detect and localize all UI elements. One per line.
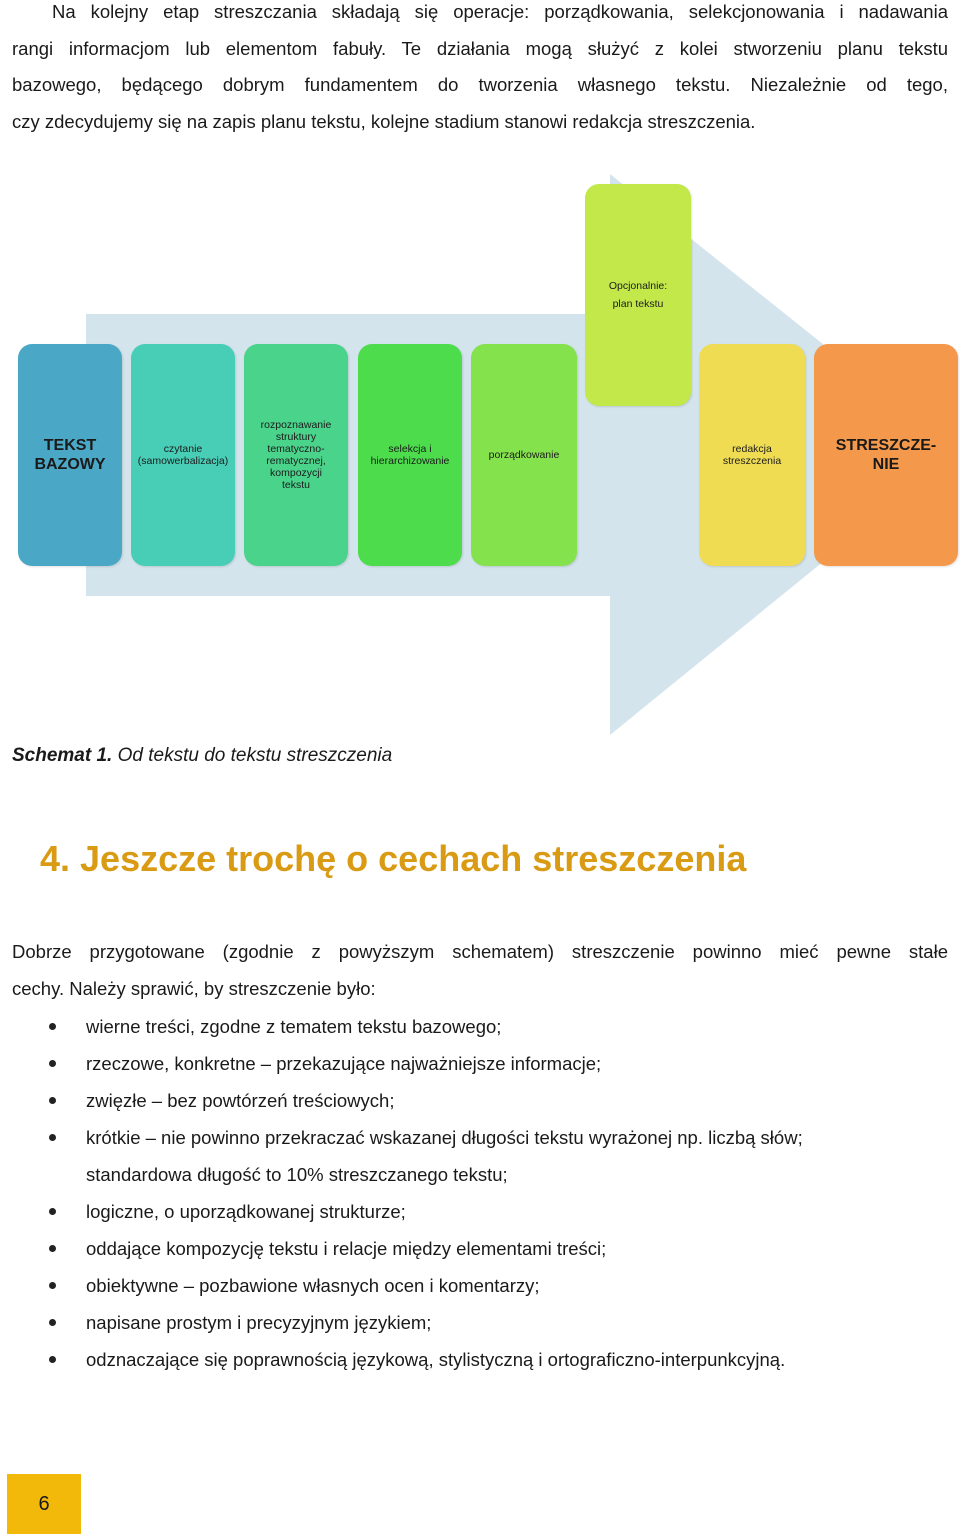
step-label: redakcja <box>732 443 772 455</box>
bullet-icon <box>49 1245 56 1252</box>
list-item <box>0 1267 960 1304</box>
list-item-text: wierne treści, zgodne z tematem tekstu bazowego; <box>86 1016 502 1037</box>
bullet-icon <box>49 1319 56 1326</box>
list-item-text: obiektywne – pozbawione własnych ocen i komentarzy; <box>86 1275 540 1296</box>
step-label: kompozycji tekstu <box>270 467 322 491</box>
intro-line: czy zdecydujemy się na zapis planu tekstu, kolejne stadium stanowi redakcja streszczenia. <box>12 110 756 132</box>
list-item-continuation: standardowa długość to 10% streszczanego tekstu; <box>86 1164 508 1185</box>
paragraph-line: Dobrze przygotowane (zgodnie z powyższym schematem) streszczenie powinno mieć pewne stałe <box>12 941 948 962</box>
bullet-icon <box>49 1097 56 1104</box>
step-czytanie <box>131 344 235 566</box>
step-label: STRESZCZE- <box>835 437 937 454</box>
list-item <box>0 1230 960 1267</box>
list-item-text: oddające kompozycję tekstu i relacje między elementami treści; <box>86 1238 607 1259</box>
list-item <box>0 1045 960 1082</box>
intro-line: bazowego, będącego dobrym fundamentem do tworzenia własnego tekstu. Niezależnie od tego, <box>12 74 948 95</box>
bullet-icon <box>49 1356 56 1363</box>
paragraph-line: cechy. Należy sprawić, by streszczenie było: <box>12 977 376 999</box>
list-item <box>0 1082 960 1119</box>
intro-paragraph <box>12 0 948 140</box>
list-item-text: krótkie – nie powinno przekraczać wskazanej długości tekstu wyrażonej np. liczbą słów; <box>86 1127 803 1148</box>
step-label: TEKST <box>43 437 97 454</box>
step-optional-plan <box>585 184 691 406</box>
bullet-icon <box>49 1208 56 1215</box>
step-label: czytanie <box>163 443 203 455</box>
list-item-text: logiczne, o uporządkowanej strukturze; <box>86 1201 406 1222</box>
step-streszczenie <box>814 344 958 566</box>
page-number: 6 <box>7 1474 81 1534</box>
list-item <box>0 1341 960 1378</box>
list-item <box>0 1119 960 1193</box>
intro-line: rangi informacjom lub elementom fabuły. Te działania mogą służyć z kolei stworzeniu planu tekstu <box>12 37 948 59</box>
step-tekst-bazowy <box>18 344 122 566</box>
step-label: rozpoznawanie <box>260 419 332 431</box>
step-label: BAZOWY <box>34 456 106 473</box>
features-list <box>0 1008 960 1378</box>
process-diagram <box>0 170 960 750</box>
step-label: (samowerbalizacja) <box>137 455 229 467</box>
intro-line: Na kolejny etap streszczania składają się operacje: porządkowania, selekcjonowania i nadawania <box>52 1 948 22</box>
step-rozpoznawanie <box>244 344 348 566</box>
step-label: struktury <box>275 431 317 443</box>
step-label: hierarchizowanie <box>370 455 450 467</box>
step-label: NIE <box>872 456 900 473</box>
step-label: porządkowanie <box>488 449 560 461</box>
features-paragraph <box>12 934 948 1007</box>
caption-text: Od tekstu do tekstu streszczenia <box>112 745 393 766</box>
step-label: tematyczno- <box>267 443 325 455</box>
bullet-icon <box>49 1023 56 1030</box>
step-label: Opcjonalnie: <box>608 280 668 292</box>
diagram-caption <box>12 745 392 767</box>
section-heading: 4. Jeszcze trochę o cechach streszczenia <box>40 838 747 879</box>
list-item <box>0 1008 960 1045</box>
list-item-text: zwięzłe – bez powtórzeń treściowych; <box>86 1090 395 1111</box>
step-selekcja <box>358 344 462 566</box>
step-label: rematycznej, <box>266 455 326 467</box>
step-label: streszczenia <box>722 455 782 467</box>
bullet-icon <box>49 1134 56 1141</box>
list-item-text: napisane prostym i precyzyjnym językiem; <box>86 1312 432 1333</box>
list-item-text: odznaczające się poprawnością językową, stylistyczną i ortograficzno-interpunkcyjną. <box>86 1349 786 1370</box>
list-item <box>0 1304 960 1341</box>
caption-label: Schemat 1. <box>12 745 113 766</box>
step-label: plan tekstu <box>612 298 664 310</box>
step-label: selekcja i <box>388 443 432 455</box>
step-porzadkowanie <box>471 344 577 566</box>
list-item-text: rzeczowe, konkretne – przekazujące najważniejsze informacje; <box>86 1053 602 1074</box>
list-item <box>0 1193 960 1230</box>
bullet-icon <box>49 1282 56 1289</box>
bullet-icon <box>49 1060 56 1067</box>
step-redakcja <box>699 344 805 566</box>
